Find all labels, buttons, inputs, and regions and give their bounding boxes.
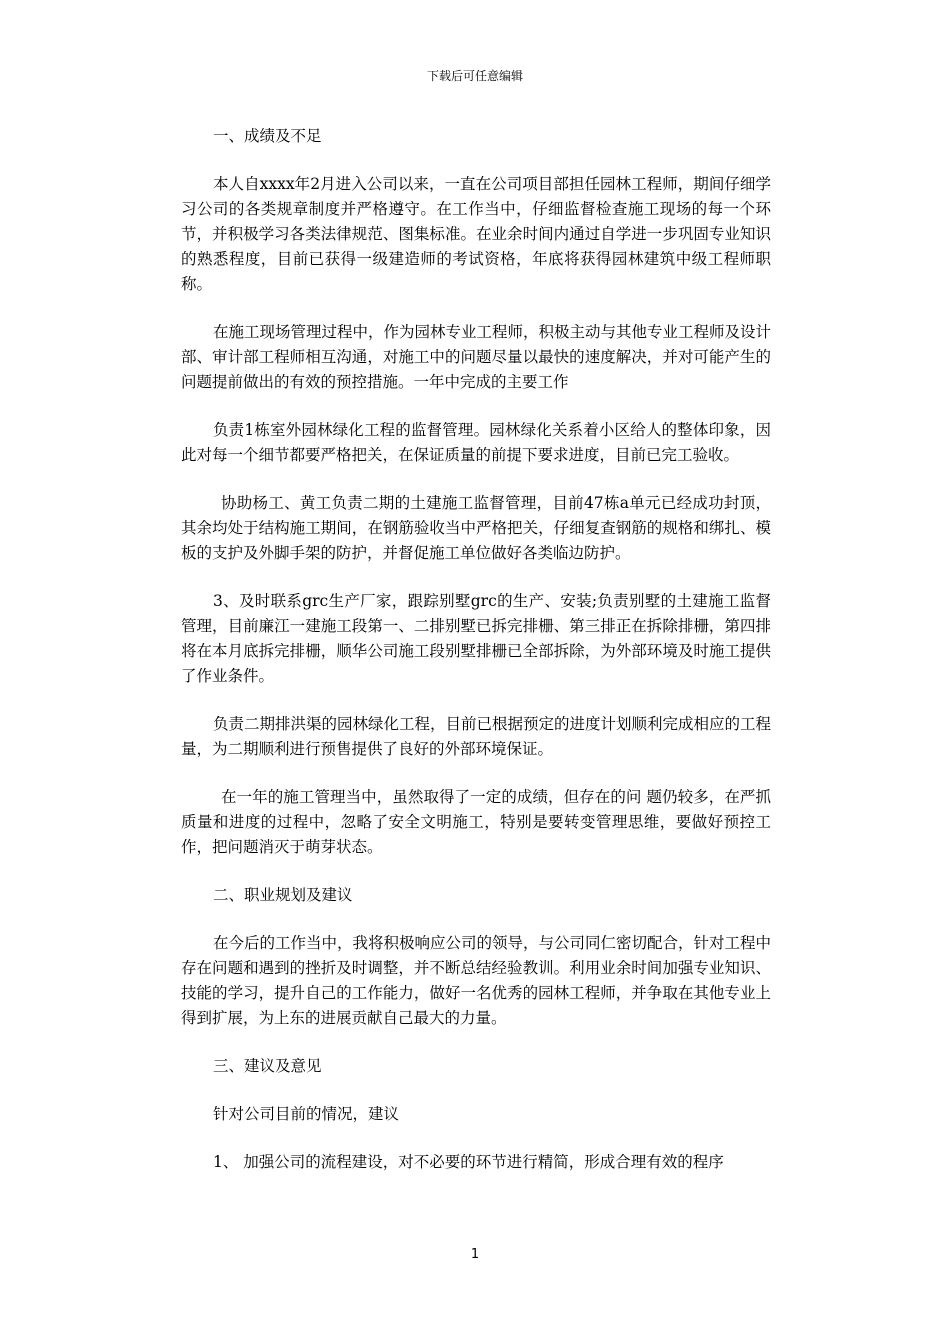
section-1-title: 一、成绩及不足 <box>213 127 322 145</box>
section-2-title: 二、职业规划及建议 <box>213 886 353 904</box>
section-2-paragraph-1: 在今后的工作当中，我将积极响应公司的领导，与公司同仁密切配合，针对工程中存在问题和遇到的挫折及时调整，并不断总结经验教训。利用业余时间加强专业知识、技能的学习，提升自己的工作能力，做好一名优秀的园林工程师，并争取在其他专业上得到扩展，为上东的进展贡献自己最大的力量。 <box>181 934 772 1027</box>
section-1-paragraph-5: 3、及时联系grc生产厂家，跟踪别墅grc的生产、安装;负责别墅的土建施工监督管理，目前廉江一建施工段第一、二排别墅已拆完排栅、第三排正在拆除排栅，第四排将在本月底拆完排栅，顺华公司施工段别墅排栅已全部拆除，为外部环境及时施工提供了作业条件。 <box>181 592 771 685</box>
section-1-paragraph-1: 本人自xxxx年2月进入公司以来，一直在公司项目部担任园林工程师，期间仔细学习公司的各类规章制度并严格遵守。在工作当中，仔细监督检查施工现场的每一个环节，并积极学习各类法律规范、图集标准。在业余时间内通过自学进一步巩固专业知识的熟悉程度，目前已获得一级建造师的考试资格，年底将获得园林建筑中级工程师职称。 <box>181 175 771 293</box>
section-1-paragraph-4: 协助杨工、黄工负责二期的土建施工监督管理，目前47栋a单元已经成功封顶，其余均处于结构施工期间，在钢筋验收当中严格把关，仔细复查钢筋的规格和绑扎、模板的支护及外脚手架的防护，并督促施工单位做好各类临边防护。 <box>181 494 771 562</box>
page-header-note: 下载后可任意编辑 <box>426 69 523 83</box>
section-1-paragraph-2: 在施工现场管理过程中，作为园林专业工程师，积极主动与其他专业工程师及设计部、审计部工程师相互沟通，对施工中的问题尽量以最快的速度解决，并对可能产生的问题提前做出的有效的预控措施。一年中完成的主要工作 <box>181 323 772 391</box>
page-number: 1 <box>470 1247 480 1262</box>
document-body <box>181 124 771 1198</box>
section-1-paragraph-3: 负责1栋室外园林绿化工程的监督管理。园林绿化关系着小区给人的整体印象，因此对每一个细节都要严格把关，在保证质量的前提下要求进度，目前已完工验收。 <box>181 421 771 464</box>
section-3-paragraph-1: 针对公司目前的情况，建议 <box>213 1105 400 1123</box>
section-1-paragraph-6: 负责二期排洪渠的园林绿化工程，目前已根据预定的进度计划顺利完成相应的工程量，为二期顺利进行预售提供了良好的外部环境保证。 <box>181 715 772 758</box>
section-3-list-item-1: 1、 加强公司的流程建设，对不必要的环节进行精简，形成合理有效的程序 <box>213 1153 724 1171</box>
section-3-title: 三、建议及意见 <box>213 1057 322 1075</box>
section-1-paragraph-7: 在一年的施工管理当中，虽然取得了一定的成绩，但存在的问 题仍较多，在严抓质量和进度的过程中，忽略了安全文明施工，特别是要转变管理思维，要做好预控工作，把问题消灭于萌芽状态。 <box>181 788 771 856</box>
